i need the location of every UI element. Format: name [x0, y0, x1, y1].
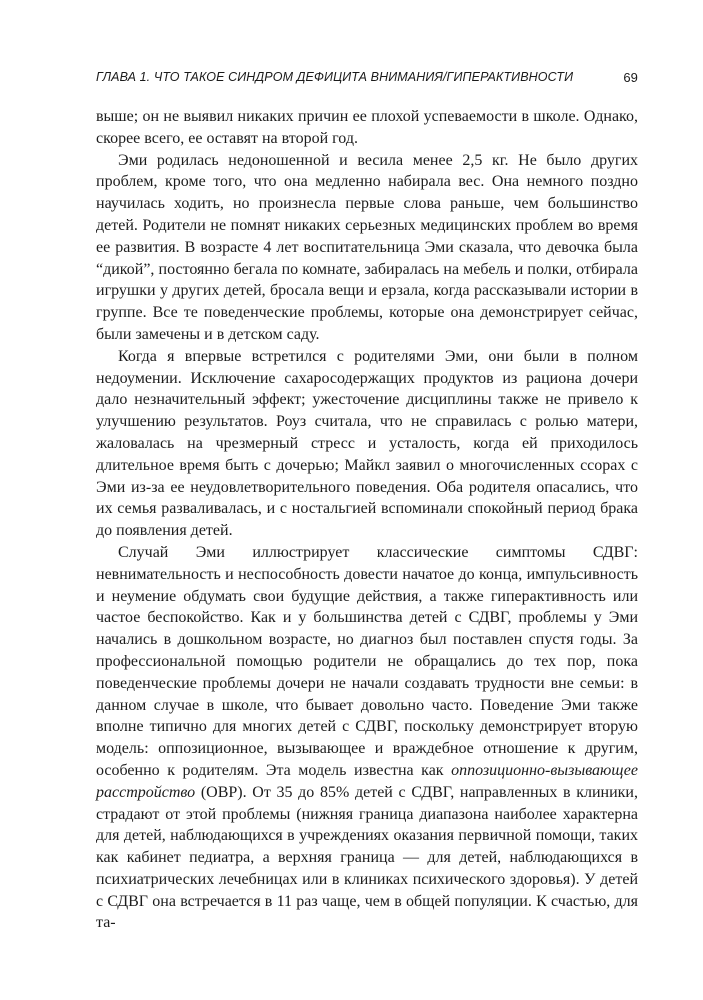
paragraph-amy-birth: Эми родилась недоношенной и весила менее 2,5 кг. Не было других проблем, кроме того, что она медленно набирала вес. Она немного поздно научилась ходить, но произнесла первые слова раньше, чем большинство детей. Родители не помнят никаких серьезных медицинских проблем во время ее развития. В возрасте 4 лет воспитательница Эми сказала, что девочка была “дикой”, постоянно бегала по комнате, забиралась на мебель и полки, отбирала игрушки у других детей, бросала вещи и ерзала, когда рассказывали истории в группе. Все те поведенческие проблемы, которые она демонстрирует сейчас, были замечены и в детском саду.: [96, 151, 638, 343]
paragraph-parents-meeting: Когда я впервые встретился с родителями Эми, они были в полном недоумении. Исключение сахаросодержащих продуктов из рациона дочери дало незначительный эффект; ужесточение дисциплины также не привело к улучшению результатов. Роуз считала, что не справилась с ролью матери, жаловалась на чрезмерный стресс и усталость, когда ей приходилось длительное время быть с дочерью; Майкл заявил о многочисленных ссорах с Эми из-за ее неудовлетворительного поведения. Оба родителя опасались, что их семья разваливалась, и с ностальгией вспоминали спокойный период брака до появления детей.: [96, 347, 638, 540]
page-number: 69: [623, 70, 638, 85]
paragraph-text: Случай Эми иллюстрирует классические симптомы СДВГ: невнимательность и неспособность довести начатое до конца, импульсивность и неумение обдумать свои будущие действия, а также гиперактивность или частое беспокойство. Как и у большинства детей с СДВГ, проблемы у Эми начались в дошкольном возрасте, но диагноз был поставлен спустя годы. За профессиональной помощью родители не обращались до тех пор, пока поведенческие проблемы дочери не начали создавать трудности вне семьи: в данном случае в школе, что бывает довольно часто. Поведение Эми также вполне типично для многих детей с СДВГ, поскольку демонстрирует вторую модель: оппозиционное, вызывающее и враждебное отношение к другим, особенно к родителям. Эта модель известна как: [96, 543, 638, 779]
emphasized-term: оппозиционно-вызывающее расстройство: [96, 761, 638, 801]
chapter-title: ГЛАВА 1. ЧТО ТАКОЕ СИНДРОМ ДЕФИЦИТА ВНИМАНИЯ/ГИПЕРАКТИВНОСТИ: [96, 70, 574, 84]
paragraph-continuation: выше; он не выявил никаких причин ее плохой успеваемости в школе. Однако, скорее всего, ее оставят на второй год.: [96, 108, 638, 147]
paragraph-text: (ОВР). От 35 до 85% детей с СДВГ, направленных в клиники, страдают от этой проблемы (нижняя граница диапазона наиболее характерна для детей, наблюдающихся в учреждениях оказания первичной помощи, таких как кабинет педиатра, а верхняя граница — для детей, наблюдающихся в психиатрических лечебницах или в клиниках психического здоровья). У детей с СДВГ она встречается в 11 раз чаще, чем в общей популяции. К счастью, для та-: [96, 783, 638, 932]
paragraph-adhd-symptoms: [96, 542, 638, 934]
running-header: [96, 70, 638, 90]
body-text: [96, 106, 638, 934]
